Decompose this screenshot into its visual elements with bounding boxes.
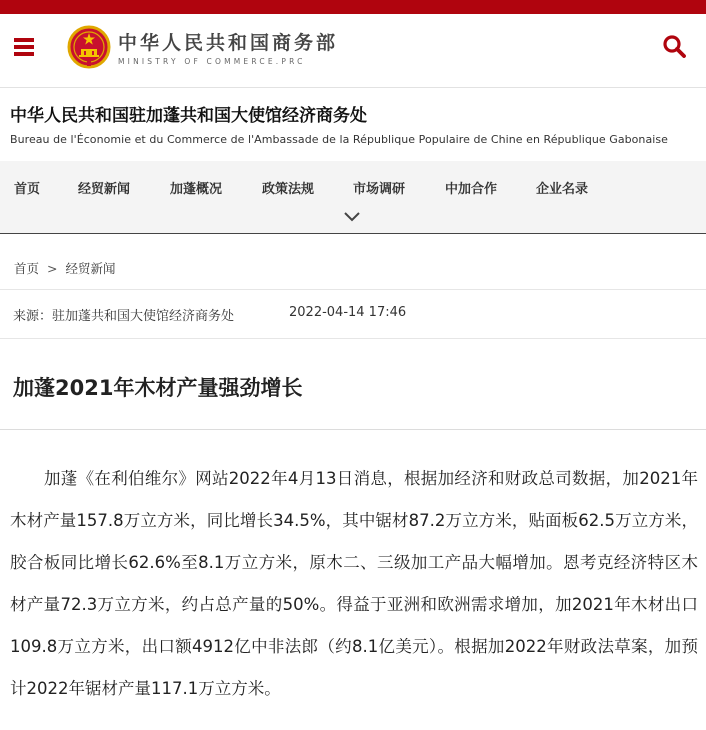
- chevron-down-icon[interactable]: [343, 209, 361, 223]
- nav-item-market-research[interactable]: 市场调研: [353, 182, 406, 197]
- article-header: [0, 340, 706, 430]
- article-source: 来源：驻加蓬共和国大使馆经济商务处: [13, 309, 235, 324]
- ministry-name-cn: 中华人民共和国商务部: [118, 32, 339, 54]
- nav-item-cooperation[interactable]: 中加合作: [445, 182, 498, 197]
- nav-item-policies[interactable]: 政策法规: [262, 182, 315, 197]
- nav-item-gabon-overview[interactable]: 加蓬概况: [170, 182, 223, 197]
- ministry-name-en: MINISTRY OF COMMERCE.PRC: [118, 57, 306, 66]
- site-header: [0, 14, 706, 88]
- article-title: 加蓬2021年木材产量强劲增长: [13, 376, 303, 400]
- embassy-name-fr: Bureau de l'Économie et du Commerce de l'Ambassade de la République Populaire de Chine en République Gabonaise: [10, 133, 668, 146]
- embassy-name-cn: 中华人民共和国驻加蓬共和国大使馆经济商务处: [10, 106, 367, 126]
- breadcrumb: [14, 259, 116, 277]
- top-accent-bar: [0, 0, 706, 14]
- hamburger-menu-icon[interactable]: [14, 38, 34, 56]
- chevron-right-icon: >: [47, 261, 58, 276]
- search-icon[interactable]: [662, 34, 686, 58]
- nav-item-trade-news[interactable]: 经贸新闻: [78, 182, 131, 197]
- national-emblem[interactable]: [67, 25, 111, 69]
- breadcrumb-home[interactable]: 首页: [14, 261, 40, 276]
- nav-item-home[interactable]: 首页: [14, 182, 41, 197]
- article-date: 2022-04-14 17:46: [289, 305, 407, 320]
- embassy-banner: [0, 89, 706, 161]
- main-nav: [0, 161, 706, 234]
- breadcrumb-current[interactable]: 经贸新闻: [65, 261, 116, 276]
- nav-item-directory[interactable]: 企业名录: [536, 182, 589, 197]
- article-meta: [0, 289, 706, 339]
- article-body: 加蓬《在利伯维尔》网站2022年4月13日消息，根据加经济和财政总司数据，加2021年木材产量157.8万立方米，同比增长34.5%，其中锯材87.2万立方米，贴面板62.5万立方米，胶合板同比增长62.6%至8.1万立方米，原木二、三级加工产品大幅增加。恩考克经济特区木材产量72.3万立方米，约占总产量的50%。得益于亚洲和欧洲需求增加，加2021年木材出口109.8万立方米，出口额4912亿中非法郎（约8.1亿美元）。根据加2022年财政法草案，加预计2022年锯材产量117.1万立方米。: [10, 469, 698, 698]
